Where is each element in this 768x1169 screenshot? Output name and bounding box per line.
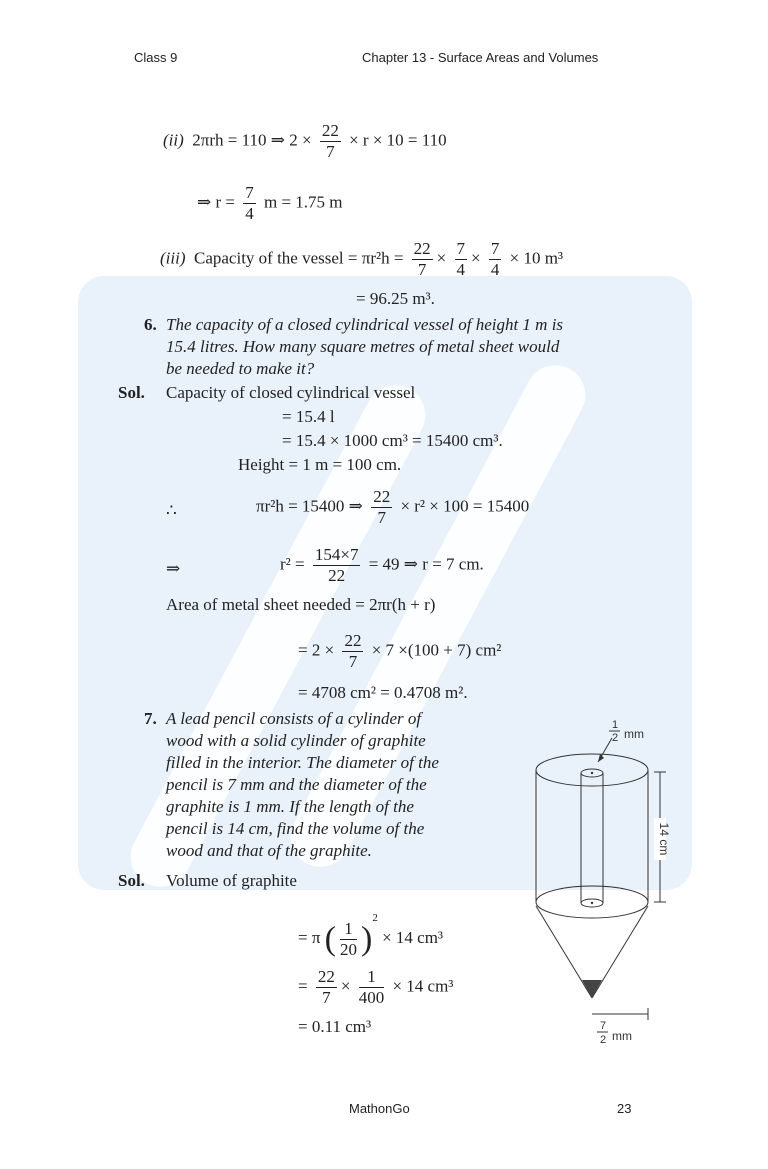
solution-7-label: Sol.	[118, 871, 145, 890]
equation-graphite-1: = π ( $\frac{1}{20}$ )$^2$ × 14 cm³	[298, 912, 444, 959]
solution-6-label: Sol.	[118, 383, 145, 402]
question-7-number: 7.	[144, 709, 157, 728]
header-chapter: Chapter 13 - Surface Areas and Volumes	[362, 50, 599, 65]
step-iii: (iii) Capacity of the vessel = πr²h = $\frac{22}{7}$ × $\frac{7}{4}$ × $\frac{7}{4}$ × 10 m³	[160, 239, 564, 279]
fraction: $\frac{7}{4}$	[245, 183, 254, 223]
header-class: Class 9	[134, 50, 178, 65]
equation-area: = 2 × $\frac{22}{7}$ × 7 ×(100 + 7) cm²	[298, 631, 502, 671]
equation-volume: πr²h = 15400 ⇒ $\frac{22}{7}$ × r² × 100 = 15400	[256, 487, 530, 527]
question-6-number: 6.	[144, 315, 157, 334]
equation-graphite-2: = $\frac{22}{7}$ × $\frac{1}{400}$ × 14 cm³	[298, 967, 454, 1007]
step-r: ⇒ r = $\frac{7}{4}$ m = 1.75 m	[197, 183, 343, 223]
svg-text:mm: mm	[624, 727, 644, 741]
svg-text:7: 7	[600, 1020, 607, 1032]
svg-text:2: 2	[600, 1034, 607, 1046]
pencil-diagram	[520, 710, 680, 1050]
step-iii-result: = 96.25 m³.	[356, 289, 435, 308]
svg-text:1: 1	[612, 719, 619, 731]
question-6-text: The capacity of a closed cylindrical vessel of height 1 m is 15.4 litres. How many square metres of metal sheet would be needed to make it?	[166, 315, 564, 378]
length-label: 14 cm	[657, 822, 671, 856]
footer-brand: MathonGo	[349, 1101, 410, 1116]
fraction: $\frac{22}{7}$	[321, 121, 339, 161]
svg-text:mm: mm	[612, 1029, 632, 1043]
page-number: 23	[617, 1101, 632, 1116]
question-7-text: A lead pencil consists of a cylinder of wood with a solid cylinder of graphite filled in the interior. The diameter of the pencil is 7 mm and the diameter of the graphite is 1 mm. If the length of the pencil is 14 cm, find the volume of the wood and that of the graphite.	[166, 709, 439, 860]
equation-radius: r² = $\frac{154\times 7}{22}$ = 49 ⇒ r = 7 cm.	[280, 545, 484, 585]
svg-text:2: 2	[612, 732, 619, 744]
step-ii: (ii) 2πrh = 110 ⇒ 2 × $\frac{22}{7}$ × r × 10 = 110	[163, 121, 447, 161]
